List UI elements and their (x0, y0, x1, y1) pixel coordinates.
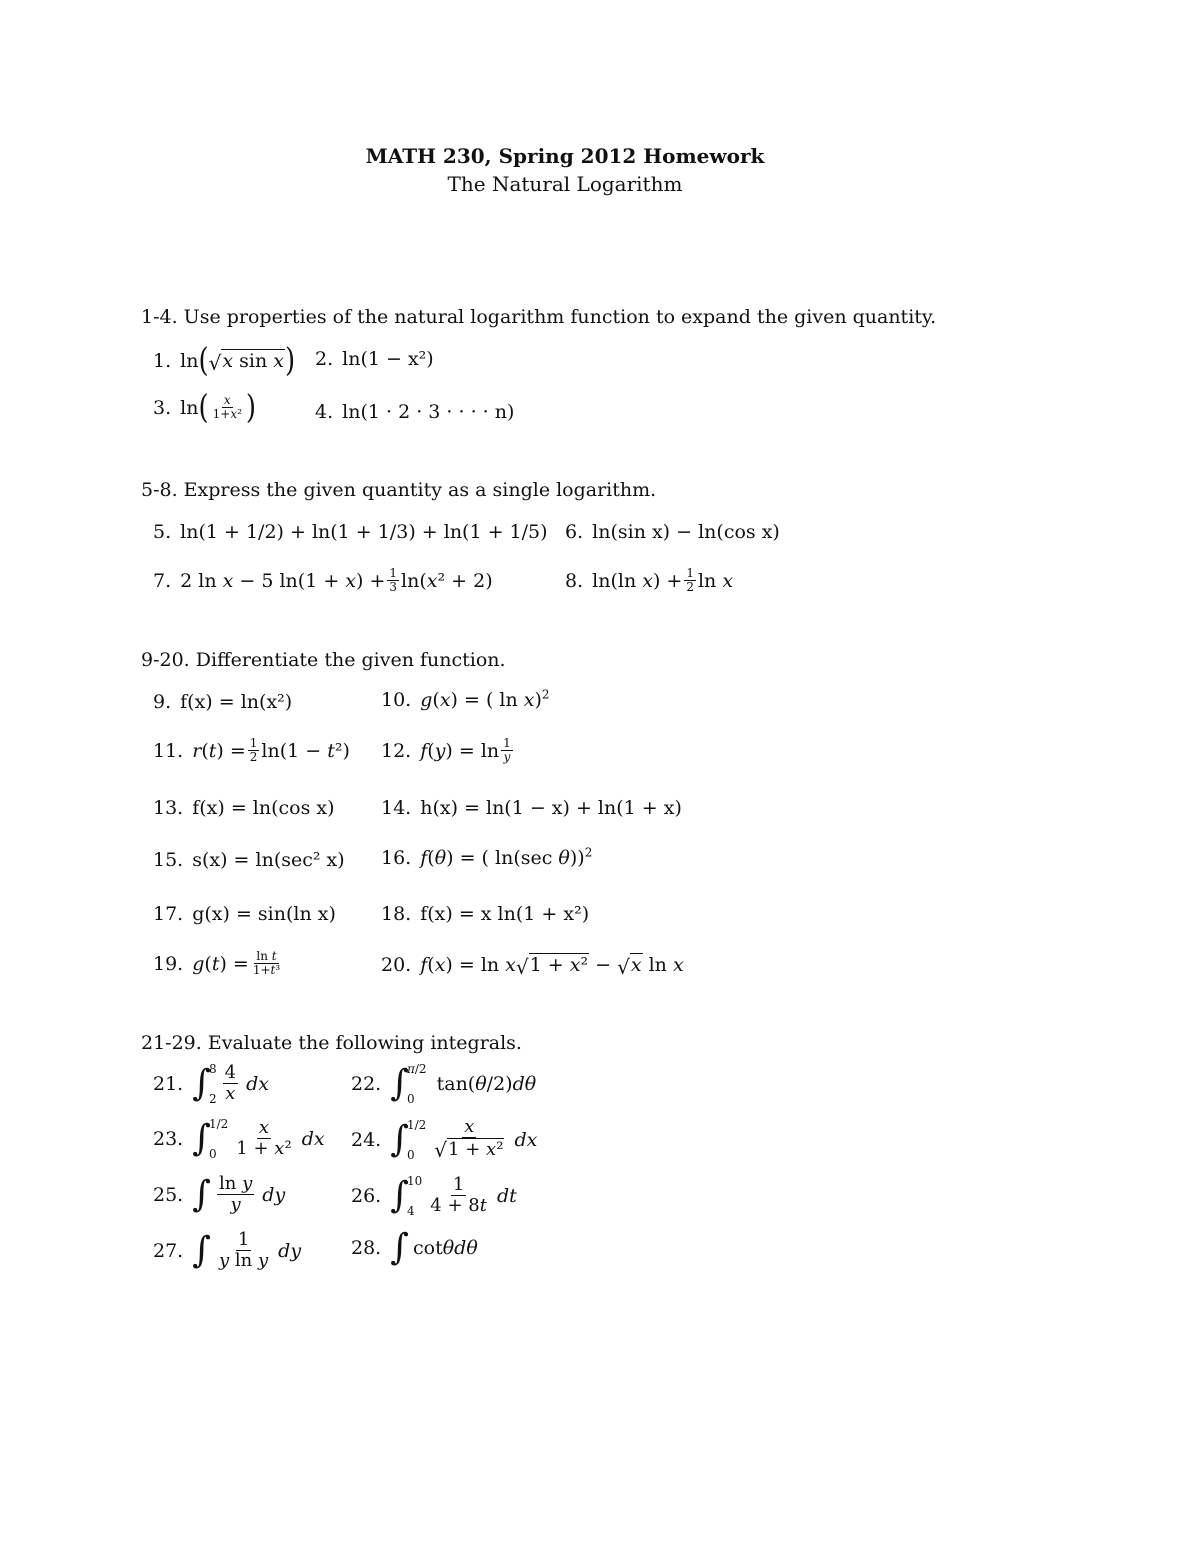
problem-number: 5. (153, 521, 172, 543)
problem-17 (153, 903, 336, 925)
problem-7: 7. 2 ln x − 5 ln(1 + x) + $\frac{1}{3}$ ln(x² + 2) (153, 566, 493, 595)
problem-number: 24. (351, 1129, 382, 1152)
problem-number: 19. (153, 952, 184, 975)
problem-23: 23. ∫ 1/2 0 $\frac{x}{\text{1 + x²}}$ dx (153, 1117, 325, 1161)
problem-25: 25. ∫ $\frac{\text{ln y}}{y}$ dy (153, 1173, 286, 1215)
problem-expression: ln(1 + 1/2) + ln(1 + 1/3) + ln(1 + 1/5) (180, 521, 548, 543)
problem-20: 20. f(x) = ln x √ 1 + x² − √ x ln x (381, 953, 684, 979)
problem-number: 23. (153, 1128, 184, 1150)
problem-27: 27. ∫ $\frac{1}{\text{y ln y}}$ dy (153, 1229, 302, 1271)
problem-number: 14. (381, 797, 412, 819)
problem-number: 4. (315, 401, 334, 423)
problem-number: 6. (565, 521, 584, 543)
problem-number: 2. (315, 348, 334, 370)
problem-6 (565, 521, 780, 543)
problem-expression: ln(sin x) − ln(cos x) (592, 521, 780, 543)
problem-15 (153, 849, 345, 871)
problem-3: 3. ln ( $\frac{x}{\text{1+x²}}$ ) (153, 389, 257, 427)
problem-12: 12. f(y) = ln $\frac{1}{y}$ (381, 736, 511, 765)
problem-24: 24. ∫ 1/2 0 x √ 1 + x² dx (351, 1116, 538, 1163)
section-heading-expand: 1-4. Use properties of the natural logarithm function to expand the given quantity. (141, 306, 937, 328)
problem-14 (381, 797, 682, 819)
problem-4 (315, 401, 514, 423)
problem-5 (153, 521, 548, 543)
problem-number: 12. (381, 739, 412, 762)
problem-number: 28. (351, 1237, 382, 1259)
problem-26: 26. ∫ 10 4 $\frac{1}{4 + 8t}$ dt (351, 1174, 517, 1218)
problem-number: 11. (153, 739, 184, 762)
problem-number: 16. (381, 847, 412, 869)
problem-number: 8. (565, 569, 584, 592)
problem-11: 11. r(t) = $\frac{1}{2}$ ln(1 − t²) (153, 736, 350, 765)
problem-22: 22. ∫ π/2 0 tan( θ /2) dθ (351, 1062, 537, 1106)
problem-expression: g(x) = sin(ln x) (192, 903, 336, 925)
problem-expression: ln(1 · 2 · 3 · · · · n) (342, 401, 515, 423)
problem-18 (381, 903, 589, 925)
problem-number: 26. (351, 1185, 382, 1207)
problem-number: 3. (153, 396, 172, 419)
problem-number: 15. (153, 849, 184, 871)
problem-8: 8. ln(ln x) + $\frac{1}{2}$ ln x (565, 566, 734, 595)
problem-10: 10. g(x) = ( ln x)$^2$ (381, 687, 550, 711)
page-subtitle: The Natural Logarithm (447, 172, 683, 196)
problem-28: 28. ∫ cot θ dθ (351, 1227, 478, 1268)
problem-number: 13. (153, 797, 184, 819)
section-heading-differentiate: 9-20. Differentiate the given function. (141, 649, 506, 671)
page-title: MATH 230, Spring 2012 Homework (365, 144, 765, 168)
problem-2 (315, 348, 434, 370)
problem-number: 1. (153, 350, 172, 372)
problem-21: 21. ∫ 8 2 $\frac{4}{x}$ dx (153, 1062, 270, 1106)
problem-number: 25. (153, 1183, 184, 1206)
problem-13 (153, 797, 335, 819)
section-heading-combine: 5-8. Express the given quantity as a single logarithm. (141, 479, 657, 501)
problem-expression: ln(1 − x²) (342, 348, 434, 370)
problem-number: 17. (153, 903, 184, 925)
problem-16: 16. f(θ) = ( ln(sec θ))$^2$ (381, 845, 593, 869)
problem-expression: s(x) = ln(sec² x) (192, 849, 345, 871)
problem-number: 9. (153, 691, 172, 713)
problem-number: 21. (153, 1073, 184, 1095)
problem-number: 22. (351, 1073, 382, 1095)
problem-number: 7. (153, 569, 172, 592)
problem-9 (153, 691, 292, 713)
problem-number: 10. (381, 689, 412, 711)
problem-number: 20. (381, 953, 412, 976)
problem-number: 18. (381, 903, 412, 925)
problem-number: 27. (153, 1239, 184, 1262)
section-heading-integrate: 21-29. Evaluate the following integrals. (141, 1032, 522, 1054)
problem-expression: f(x) = ln(x²) (180, 691, 293, 713)
problem-19: 19. g(t) = $\frac{\text{ln t}}{\text{1+t³}}$ (153, 949, 281, 978)
problem-1: 1. ln ( √ x sin x ) (153, 342, 296, 380)
problem-expression: f(x) = ln(cos x) (192, 797, 335, 819)
problem-expression: h(x) = ln(1 − x) + ln(1 + x) (420, 797, 682, 819)
problem-expression: f(x) = x ln(1 + x²) (420, 903, 590, 925)
